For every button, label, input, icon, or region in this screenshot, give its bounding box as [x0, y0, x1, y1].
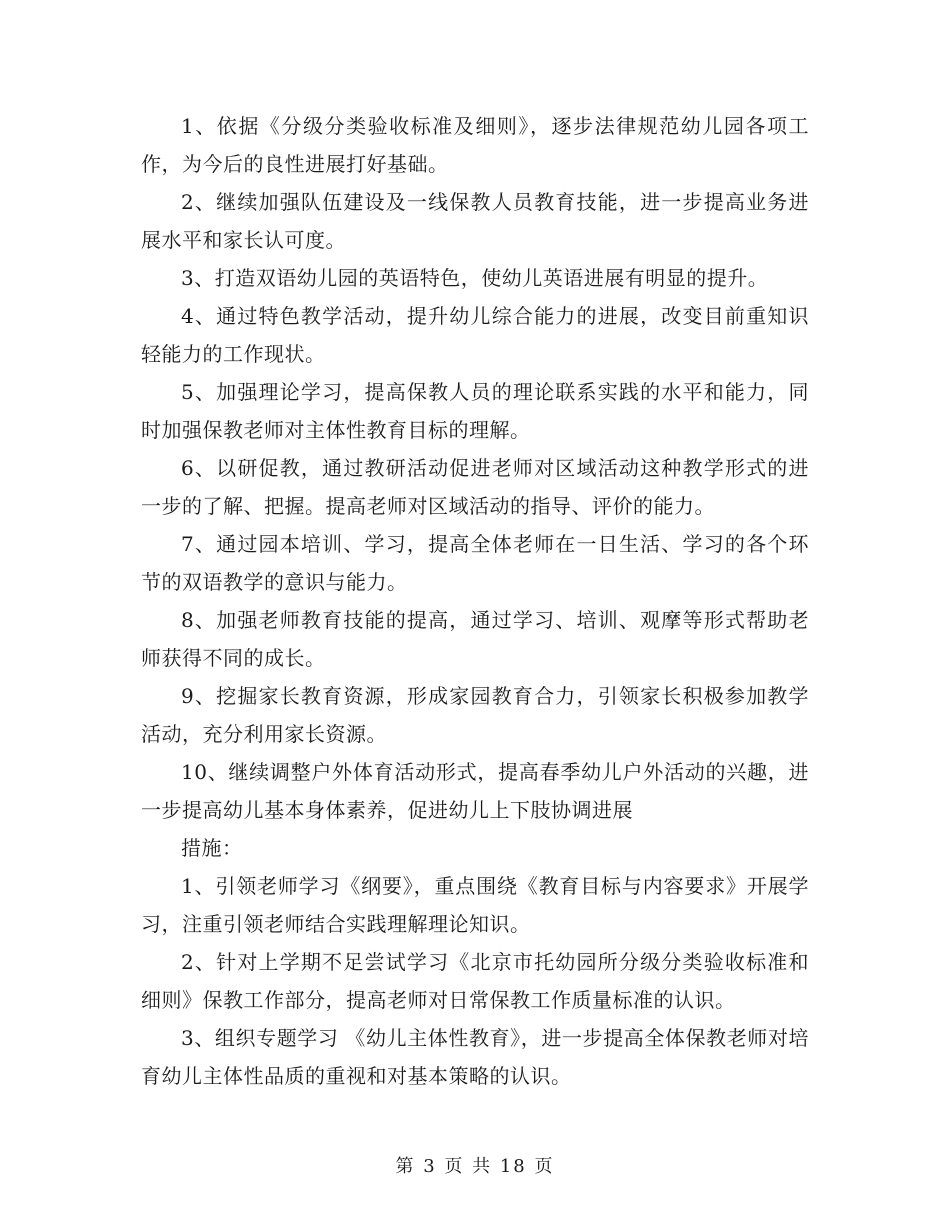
- paragraph-measure-2: 2、针对上学期不足尝试学习《北京市托幼园所分级分类验收标准和细则》保教工作部分，提高老师对日常保教工作质量标准的认识。: [141, 950, 809, 1012]
- paragraph-goal-9: 9、挖掘家长教育资源，形成家园教育合力，引领家长积极参加教学活动，充分利用家长资源。: [141, 684, 809, 746]
- measures-heading: 措施：: [181, 836, 243, 860]
- paragraph-measure-1: 1、引领老师学习《纲要》，重点围绕《教育目标与内容要求》开展学习，注重引领老师结合实践理解理论知识。: [141, 874, 809, 936]
- paragraph-goal-10: 10、继续调整户外体育活动形式，提高春季幼儿户外活动的兴趣，进一步提高幼儿基本身体素养，促进幼儿上下肢协调进展: [141, 760, 809, 822]
- paragraph-goal-6: 6、以研促教，通过教研活动促进老师对区域活动这种教学形式的进一步的了解、把握。提高老师对区域活动的指导、评价的能力。: [141, 456, 809, 518]
- paragraph-goal-3: 3、打造双语幼儿园的英语特色，使幼儿英语进展有明显的提升。: [181, 266, 769, 290]
- paragraph-goal-8: 8、加强老师教育技能的提高，通过学习、培训、观摩等形式帮助老师获得不同的成长。: [141, 608, 809, 670]
- page-number-footer: 第 3 页 共 18 页: [395, 1156, 555, 1177]
- paragraph-goal-7: 7、通过园本培训、学习，提高全体老师在一日生活、学习的各个环节的双语教学的意识与能力。: [141, 532, 809, 594]
- document-body: [141, 107, 809, 1095]
- paragraph-goal-5: 5、加强理论学习，提高保教人员的理论联系实践的水平和能力，同时加强保教老师对主体性教育目标的理解。: [141, 380, 809, 442]
- paragraph-goal-4: 4、通过特色教学活动，提升幼儿综合能力的进展，改变目前重知识轻能力的工作现状。: [141, 304, 809, 366]
- paragraph-goal-2: 2、继续加强队伍建设及一线保教人员教育技能，进一步提高业务进展水平和家长认可度。: [141, 190, 809, 252]
- paragraph-goal-1: 1、依据《分级分类验收标准及细则》，逐步法律规范幼儿园各项工作，为今后的良性进展打好基础。: [141, 114, 809, 176]
- paragraph-measure-3: 3、组织专题学习 《幼儿主体性教育》，进一步提高全体保教老师对培育幼儿主体性品质的重视和对基本策略的认识。: [141, 1026, 809, 1088]
